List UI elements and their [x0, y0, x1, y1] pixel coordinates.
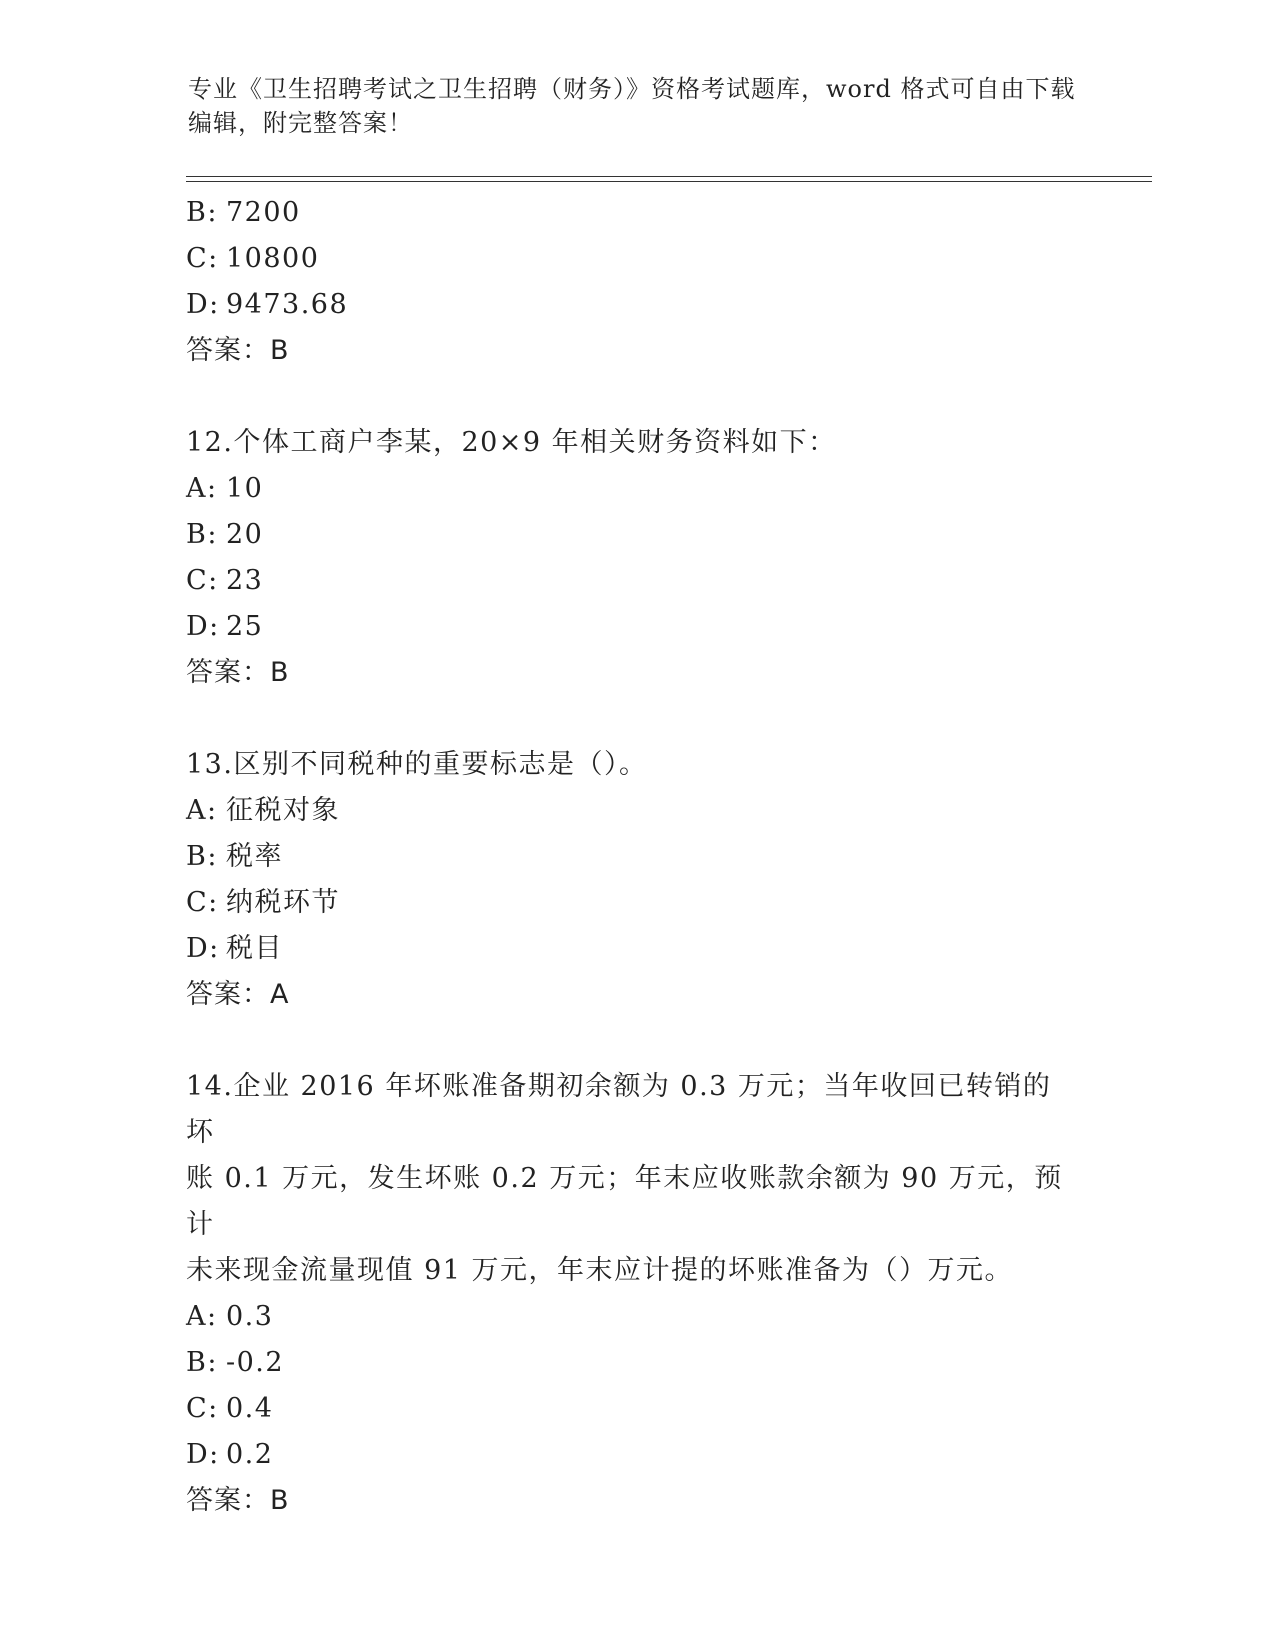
option-label: C:: [186, 1393, 219, 1424]
document-body: [186, 190, 1086, 1524]
option-label: C:: [186, 243, 219, 274]
option-label: D:: [186, 933, 220, 964]
option-label: B:: [186, 197, 218, 228]
header-divider-bottom: [186, 181, 1152, 182]
option-text: 0.3: [226, 1301, 274, 1332]
option-label: B:: [186, 519, 218, 550]
option-text: 20: [226, 519, 264, 550]
option-a: [186, 466, 1086, 512]
option-text: 10800: [226, 243, 320, 274]
option-d: [186, 1432, 1086, 1478]
option-text: 7200: [226, 197, 301, 228]
option-c: [186, 880, 1086, 926]
option-text: 0.4: [226, 1393, 274, 1424]
question-11-block: [186, 190, 1086, 374]
question-13-block: [186, 742, 1086, 1018]
option-d: [186, 604, 1086, 650]
option-a: [186, 788, 1086, 834]
option-text: 23: [226, 565, 264, 596]
option-b: [186, 834, 1086, 880]
option-text: 0.2: [226, 1439, 274, 1470]
option-text: 征税对象: [226, 795, 340, 826]
question-14-block: [186, 1064, 1086, 1524]
question-text: 12.个体工商户李某，20×9 年相关财务资料如下：: [186, 427, 837, 458]
document-header: [188, 72, 1078, 140]
option-label: A:: [186, 1301, 218, 1332]
option-d: [186, 926, 1086, 972]
option-text: 25: [226, 611, 264, 642]
option-label: C:: [186, 887, 219, 918]
option-c: [186, 558, 1086, 604]
question-text: [186, 1064, 1076, 1294]
option-label: D:: [186, 289, 220, 320]
option-label: A:: [186, 473, 218, 504]
spacer: [186, 696, 1086, 742]
option-text: 税目: [226, 933, 283, 964]
header-line-1: 专业《卫生招聘考试之卫生招聘（财务）》资格考试题库，word 格式可自由下载: [188, 75, 1076, 103]
answer-line: 答案：B: [186, 1485, 290, 1516]
option-label: D:: [186, 1439, 220, 1470]
question-text: 13.区别不同税种的重要标志是（）。: [186, 749, 648, 780]
option-a: [186, 1294, 1086, 1340]
option-text: -0.2: [226, 1347, 285, 1378]
option-text: 纳税环节: [226, 887, 340, 918]
question-12-block: [186, 420, 1086, 696]
header-line-2: 编辑，附完整答案！: [188, 109, 413, 137]
answer-line: 答案：B: [186, 335, 290, 366]
answer-line: 答案：B: [186, 657, 290, 688]
question-line-1: 14.企业 2016 年坏账准备期初余额为 0.3 万元；当年收回已转销的坏: [186, 1071, 1052, 1148]
option-label: B:: [186, 841, 218, 872]
option-c: [186, 1386, 1086, 1432]
answer-line: 答案：A: [186, 979, 290, 1010]
option-text: 10: [226, 473, 264, 504]
option-b: [186, 512, 1086, 558]
option-b: [186, 190, 1086, 236]
spacer: [186, 374, 1086, 420]
option-b: [186, 1340, 1086, 1386]
option-label: D:: [186, 611, 220, 642]
question-line-2: 账 0.1 万元，发生坏账 0.2 万元；年末应收账款余额为 90 万元，预计: [186, 1163, 1063, 1240]
spacer: [186, 1018, 1086, 1064]
option-label: B:: [186, 1347, 218, 1378]
question-line-3: 未来现金流量现值 91 万元，年末应计提的坏账准备为（）万元。: [186, 1255, 1014, 1286]
option-text: 9473.68: [226, 289, 349, 320]
option-label: A:: [186, 795, 218, 826]
header-divider-top: [186, 176, 1152, 177]
option-text: 税率: [226, 841, 283, 872]
option-c: [186, 236, 1086, 282]
option-d: [186, 282, 1086, 328]
option-label: C:: [186, 565, 219, 596]
